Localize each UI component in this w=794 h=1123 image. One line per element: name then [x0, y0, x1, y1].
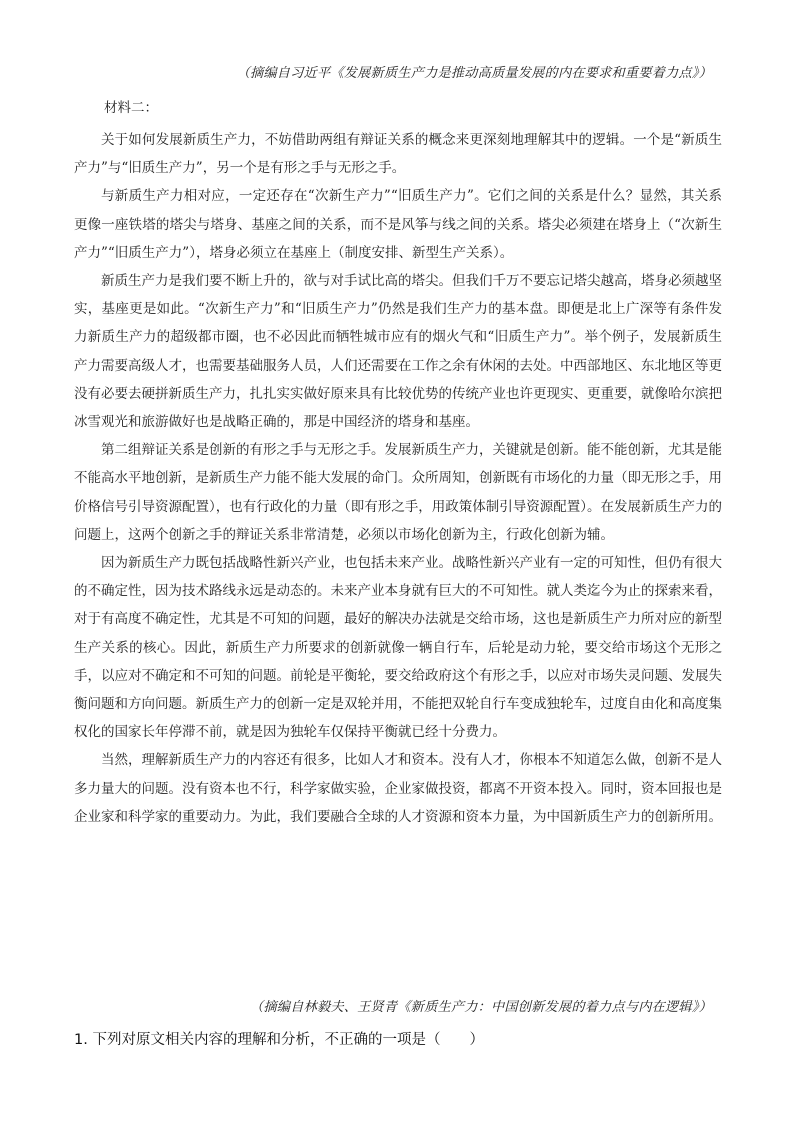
paragraph: 当然，理解新质生产力的内容还有很多，比如人才和资本。没有人才，你根本不知道怎么做，创新不是人多力量大的问题。没有资本也不行，科学家做实验，企业家做投资，都离不开资本投入。同时，资本回报也是企业家和科学家的重要动力。为此，我们要融合全球的人才资源和资本力量，为中国新质生产力的创新所用。: [74, 752, 722, 825]
article-body: [74, 126, 722, 831]
question-1: 1. 下列对原文相关内容的理解和分析，不正确的一项是（ ）: [74, 1032, 484, 1048]
paragraph: 第二组辩证关系是创新的有形之手与无形之手。发展新质生产力，关键就是创新。能不能创新，尤其是能不能高水平地创新，是新质生产力能不能大发展的命门。众所周知，创新既有市场化的力量（即无形之手，用价格信号引导资源配置），也有行政化的力量（即有形之手，用政策体制引导资源配置）。在发展新质生产力的问题上，这两个创新之手的辩证关系非常清楚，必须以市场化创新为主，行政化创新为辅。: [74, 442, 722, 543]
paragraph: 与新质生产力相对应，一定还存在“次新生产力”“旧质生产力”。它们之间的关系是什么？显然，其关系更像一座铁塔的塔尖与塔身、基座之间的关系，而不是风筝与线之间的关系。塔尖必须建在塔身上（“次新生产力”“旧质生产力”），塔身必须立在基座上（制度安排、新型生产关系）。: [74, 188, 722, 261]
source-citation-bottom: （摘编自林毅夫、王贤青《新质生产力：中国创新发展的着力点与内在逻辑》）: [250, 1000, 712, 1015]
paragraph: 新质生产力是我们要不断上升的，欲与对手试比高的塔尖。但我们千万不要忘记塔尖越高，塔身必须越坚实，基座更是如此。“次新生产力”和“旧质生产力”仍然是我们生产力的基本盘。即便是北上广深等有条件发力新质生产力的超级都市圈，也不必因此而牺牲城市应有的烟火气和“旧质生产力”。举个例子，发展新质生产力需要高级人才，也需要基础服务人员，人们还需要在工作之余有休闲的去处。中西部地区、东北地区等更没有必要去硬拼新质生产力，扎扎实实做好原来具有比较优势的传统产业也许更现实、更重要，就像哈尔滨把冰雪观光和旅游做好也是战略正确的，那是中国经济的塔身和基座。: [74, 273, 722, 431]
paragraph: 关于如何发展新质生产力，不妨借助两组有辩证关系的概念来更深刻地理解其中的逻辑。一个是“新质生产力”与“旧质生产力”，另一个是有形之手与无形之手。: [74, 132, 722, 177]
source-citation-top: （摘编自习近平《发展新质生产力是推动高质量发展的内在要求和重要着力点》）: [236, 66, 712, 81]
paragraph: 因为新质生产力既包括战略性新兴产业，也包括未来产业。战略性新兴产业有一定的可知性，但仍有很大的不确定性，因为技术路线永远是动态的。未来产业本身就有巨大的不可知性。就人类迄今为止的探索来看，对于有高度不确定性，尤其是不可知的问题，最好的解决办法就是交给市场，这也是新质生产力所对应的新型生产关系的核心。因此，新质生产力所要求的创新就像一辆自行车，后轮是动力轮，要交给市场这个无形之手，以应对不确定和不可知的问题。前轮是平衡轮，要交给政府这个有形之手，以应对市场失灵问题、发展失衡问题和方向问题。新质生产力的创新一定是双轮并用，不能把双轮自行车变成独轮车，过度自由化和高度集权化的国家长年停滞不前，就是因为独轮车仅保持平衡就已经十分费力。: [74, 555, 722, 741]
material-heading: 材料二：: [104, 100, 158, 116]
